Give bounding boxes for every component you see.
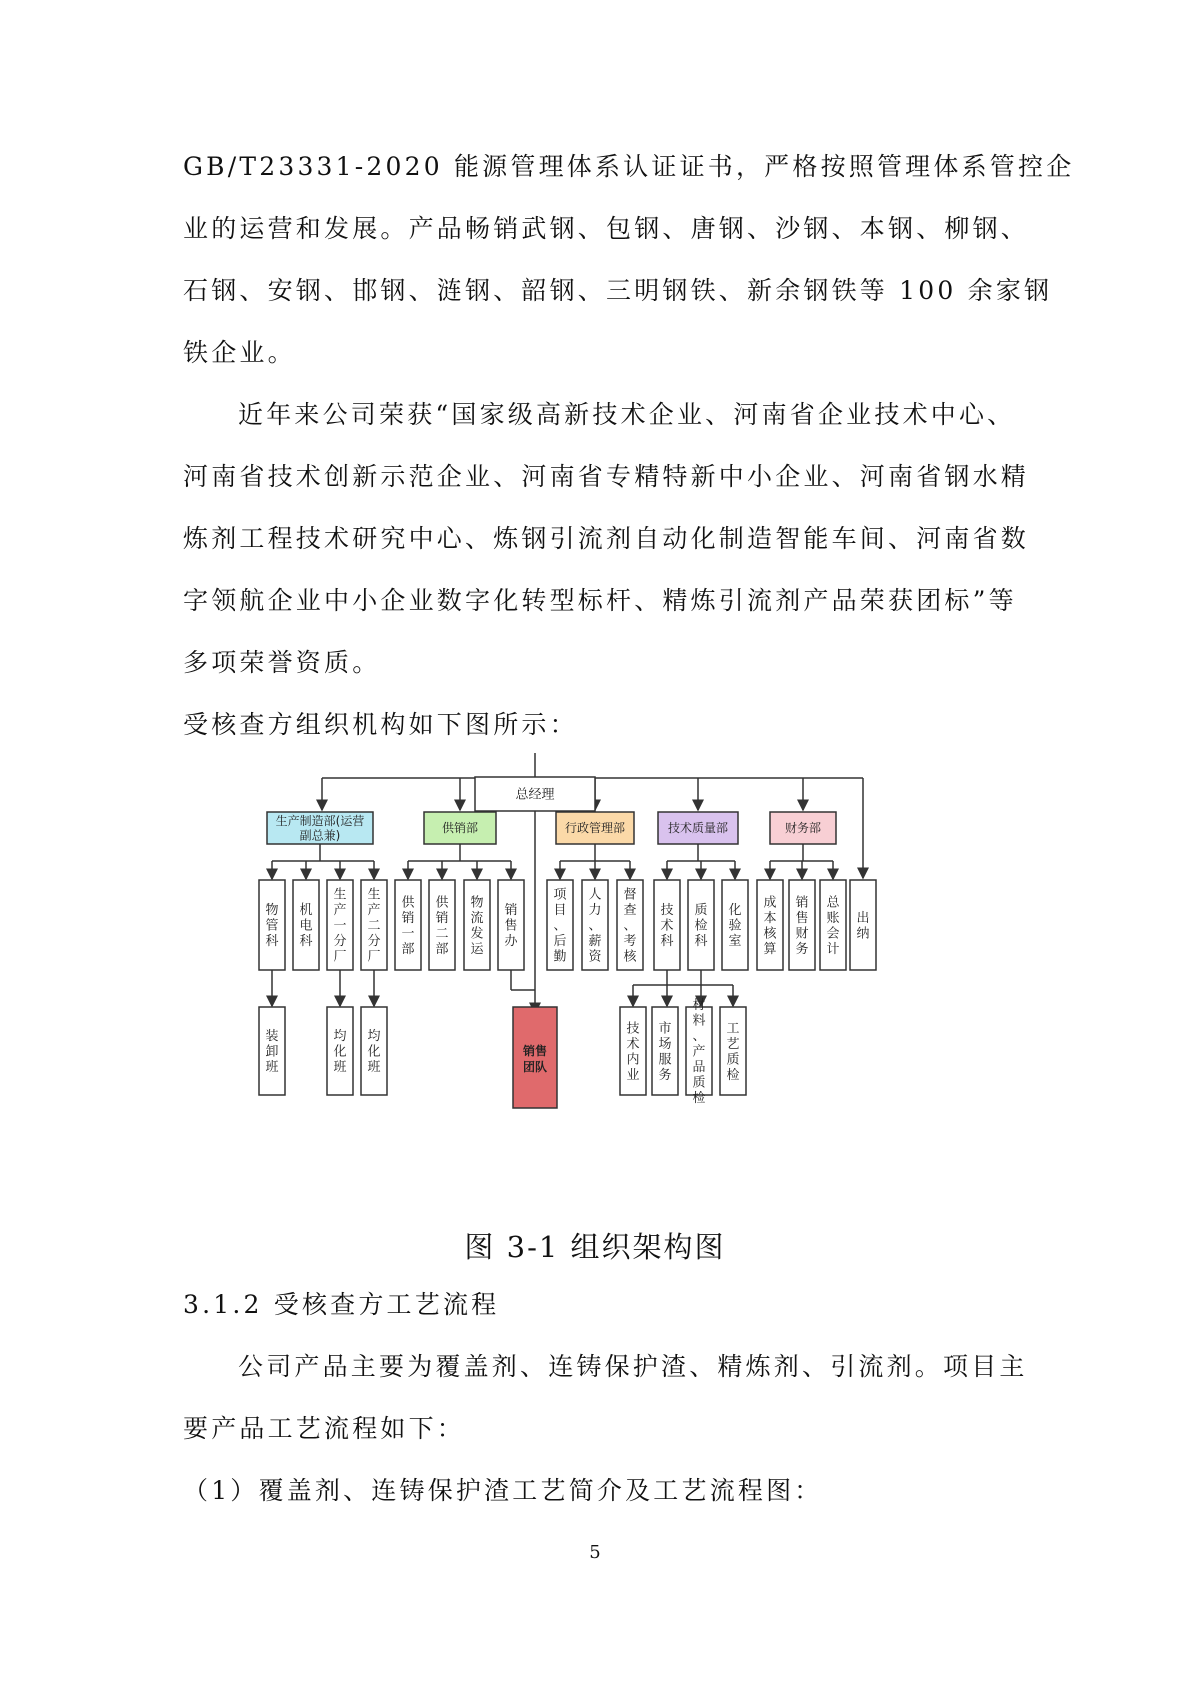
unit-3-2-char: 化 bbox=[728, 903, 742, 918]
paragraph-line: 炼剂工程技术研究中心、炼钢引流剂自动化制造智能车间、河南省数 bbox=[183, 524, 1030, 553]
unit-1-2-char: 发 bbox=[470, 926, 484, 942]
top-node-label: 总经理 bbox=[515, 787, 555, 803]
unit-1-3-char: 办 bbox=[504, 934, 518, 949]
dept-0-label: 生产制造部(运营 bbox=[275, 814, 365, 828]
unit-4-0-char: 算 bbox=[763, 941, 777, 957]
unit-2-0-char: 勤 bbox=[553, 949, 567, 965]
figure-caption: 图 3-1 组织架构图 bbox=[464, 1230, 726, 1264]
paragraph-line: 多项荣誉资质。 bbox=[183, 648, 381, 677]
paragraph-line: 铁企业。 bbox=[183, 338, 296, 367]
unit-0-0-char: 物 bbox=[265, 903, 279, 918]
unit-1-2-char: 流 bbox=[470, 910, 484, 926]
unit-3-2-char: 室 bbox=[728, 934, 742, 949]
unit-4-1-char: 销 bbox=[795, 895, 809, 911]
unit-3-0-char: 技 bbox=[660, 903, 674, 918]
team-tech-2-char: 检 bbox=[692, 1091, 706, 1106]
unit-2-2-char: 核 bbox=[623, 949, 637, 965]
sales-team-label: 销售 bbox=[522, 1044, 548, 1058]
sales-team-label: 团队 bbox=[522, 1060, 548, 1074]
unit-4-0-char: 本 bbox=[763, 910, 777, 926]
paragraph-line: 业的运营和发展。产品畅销武钢、包钢、唐钢、沙钢、本钢、柳钢、 bbox=[183, 214, 1030, 243]
unit-3-2-char: 验 bbox=[728, 918, 742, 934]
unit-2-1-char: 人 bbox=[588, 887, 602, 903]
dept-2-label: 行政管理部 bbox=[564, 821, 626, 836]
paragraph-line: 近年来公司荣获“国家级高新技术企业、河南省企业技术中心、 bbox=[238, 400, 1016, 429]
paragraph-line: 河南省技术创新示范企业、河南省专精特新中小企业、河南省钢水精 bbox=[183, 462, 1030, 491]
team-tech-1-char: 服 bbox=[658, 1052, 672, 1068]
unit-2-1-char: 、 bbox=[588, 918, 602, 934]
unit-direct-char: 出 bbox=[856, 910, 870, 926]
unit-1-3-char: 销 bbox=[504, 903, 518, 918]
unit-2-0-char: 项 bbox=[553, 887, 567, 903]
paragraph-line: （1）覆盖剂、连铸保护渣工艺简介及工艺流程图： bbox=[183, 1476, 823, 1505]
team-prod-1-char: 化 bbox=[333, 1044, 347, 1060]
team-tech-1-char: 务 bbox=[658, 1067, 672, 1083]
unit-4-2-char: 会 bbox=[826, 926, 840, 942]
unit-1-1-char: 供 bbox=[435, 895, 449, 911]
team-tech-2-char: 产 bbox=[692, 1044, 706, 1060]
team-prod-1-char: 均 bbox=[333, 1029, 347, 1044]
team-tech-2-char: 料 bbox=[692, 1013, 706, 1029]
unit-0-2-char: 产 bbox=[333, 903, 347, 918]
team-prod-0-char: 卸 bbox=[265, 1044, 279, 1060]
paragraph-line: 石钢、安钢、邯钢、涟钢、韶钢、三明钢铁、新余钢铁等 100 余家钢 bbox=[183, 276, 1053, 305]
team-tech-0-char: 内 bbox=[626, 1052, 640, 1068]
paragraph-line: 字领航企业中小企业数字化转型标杆、精炼引流剂产品荣获团标”等 bbox=[183, 586, 1017, 615]
unit-4-0-char: 核 bbox=[763, 926, 777, 942]
unit-4-1-char: 务 bbox=[795, 941, 809, 957]
unit-0-2-char: 厂 bbox=[333, 949, 347, 965]
unit-2-2-char: 、 bbox=[623, 918, 637, 934]
unit-3-1-char: 科 bbox=[694, 934, 708, 949]
team-tech-0-char: 术 bbox=[626, 1036, 640, 1052]
unit-2-1-char: 力 bbox=[588, 903, 602, 918]
unit-2-0-char: 目 bbox=[553, 903, 567, 918]
unit-0-0-char: 管 bbox=[265, 918, 279, 934]
dept-1-label: 供销部 bbox=[441, 821, 479, 836]
paragraph-line: 要产品工艺流程如下： bbox=[183, 1414, 466, 1443]
unit-2-1-char: 薪 bbox=[588, 934, 602, 949]
unit-2-0-char: 、 bbox=[553, 918, 567, 934]
team-tech-0-char: 技 bbox=[626, 1021, 640, 1037]
unit-4-2-char: 总 bbox=[826, 895, 840, 911]
unit-4-2-char: 账 bbox=[826, 910, 840, 926]
paragraph-line: 公司产品主要为覆盖剂、连铸保护渣、精炼剂、引流剂。项目主 bbox=[238, 1352, 1028, 1381]
unit-3-1-char: 检 bbox=[694, 918, 708, 934]
team-tech-1-char: 市 bbox=[658, 1021, 672, 1037]
unit-0-2-char: 一 bbox=[333, 918, 347, 934]
team-tech-3-char: 工 bbox=[726, 1021, 740, 1037]
team-prod-2-char: 班 bbox=[367, 1060, 381, 1075]
unit-1-2-char: 运 bbox=[470, 941, 484, 957]
team-prod-0-char: 装 bbox=[265, 1029, 279, 1044]
team-tech-2-char: 品 bbox=[692, 1060, 706, 1075]
team-prod-0-char: 班 bbox=[265, 1060, 279, 1075]
unit-0-1-char: 科 bbox=[299, 934, 313, 949]
unit-2-2-char: 考 bbox=[623, 934, 637, 949]
unit-2-0-char: 后 bbox=[553, 934, 567, 949]
team-tech-3-char: 检 bbox=[726, 1067, 740, 1083]
unit-3-0-char: 术 bbox=[660, 918, 674, 934]
unit-1-3-char: 售 bbox=[504, 918, 518, 934]
team-prod-1-char: 班 bbox=[333, 1060, 347, 1075]
unit-0-1-char: 电 bbox=[299, 918, 313, 934]
unit-3-1-char: 质 bbox=[694, 903, 708, 918]
team-tech-2-char: 材 bbox=[692, 998, 706, 1013]
unit-1-0-char: 一 bbox=[401, 926, 415, 942]
section-heading: 3.1.2 受核查方工艺流程 bbox=[183, 1290, 500, 1319]
unit-1-0-char: 供 bbox=[401, 895, 415, 911]
unit-2-2-char: 督 bbox=[623, 887, 637, 903]
unit-0-0-char: 科 bbox=[265, 934, 279, 949]
dept-0-label: 副总兼) bbox=[299, 828, 341, 843]
unit-0-2-char: 生 bbox=[333, 887, 347, 903]
unit-direct-char: 纳 bbox=[856, 926, 870, 942]
unit-3-0-char: 科 bbox=[660, 934, 674, 949]
team-prod-2-char: 均 bbox=[367, 1029, 381, 1044]
unit-0-2-char: 分 bbox=[333, 934, 347, 949]
team-tech-0-char: 业 bbox=[626, 1067, 640, 1083]
unit-4-1-char: 财 bbox=[795, 926, 809, 942]
unit-0-3-char: 产 bbox=[367, 903, 381, 918]
unit-0-3-char: 厂 bbox=[367, 949, 381, 965]
paragraph-line: GB/T23331-2020 能源管理体系认证证书，严格按照管理体系管控企 bbox=[183, 152, 1075, 181]
team-tech-3-char: 艺 bbox=[726, 1036, 740, 1052]
unit-1-1-char: 二 bbox=[435, 926, 449, 942]
unit-2-1-char: 资 bbox=[588, 949, 602, 965]
unit-4-2-char: 计 bbox=[826, 941, 840, 957]
team-prod-2-char: 化 bbox=[367, 1044, 381, 1060]
unit-1-1-char: 销 bbox=[435, 910, 449, 926]
unit-1-0-char: 部 bbox=[401, 941, 415, 957]
unit-0-3-char: 生 bbox=[367, 887, 381, 903]
team-tech-2-char: 、 bbox=[692, 1029, 706, 1044]
dept-4-label: 财务部 bbox=[784, 821, 822, 836]
org-chart bbox=[265, 765, 950, 1195]
paragraph-line: 受核查方组织机构如下图所示： bbox=[183, 710, 578, 739]
unit-0-3-char: 分 bbox=[367, 934, 381, 949]
unit-0-3-char: 二 bbox=[367, 918, 381, 934]
team-tech-3-char: 质 bbox=[726, 1052, 740, 1068]
team-tech-2-char: 质 bbox=[692, 1075, 706, 1091]
unit-4-0-char: 成 bbox=[763, 895, 777, 911]
unit-1-1-char: 部 bbox=[435, 941, 449, 957]
team-tech-1-char: 场 bbox=[658, 1036, 672, 1052]
unit-2-2-char: 查 bbox=[623, 903, 637, 918]
unit-0-1-char: 机 bbox=[299, 903, 313, 918]
page-number: 5 bbox=[589, 1542, 601, 1563]
unit-1-0-char: 销 bbox=[401, 910, 415, 926]
dept-3-label: 技术质量部 bbox=[667, 821, 729, 836]
unit-1-2-char: 物 bbox=[470, 895, 484, 911]
unit-4-1-char: 售 bbox=[795, 910, 809, 926]
